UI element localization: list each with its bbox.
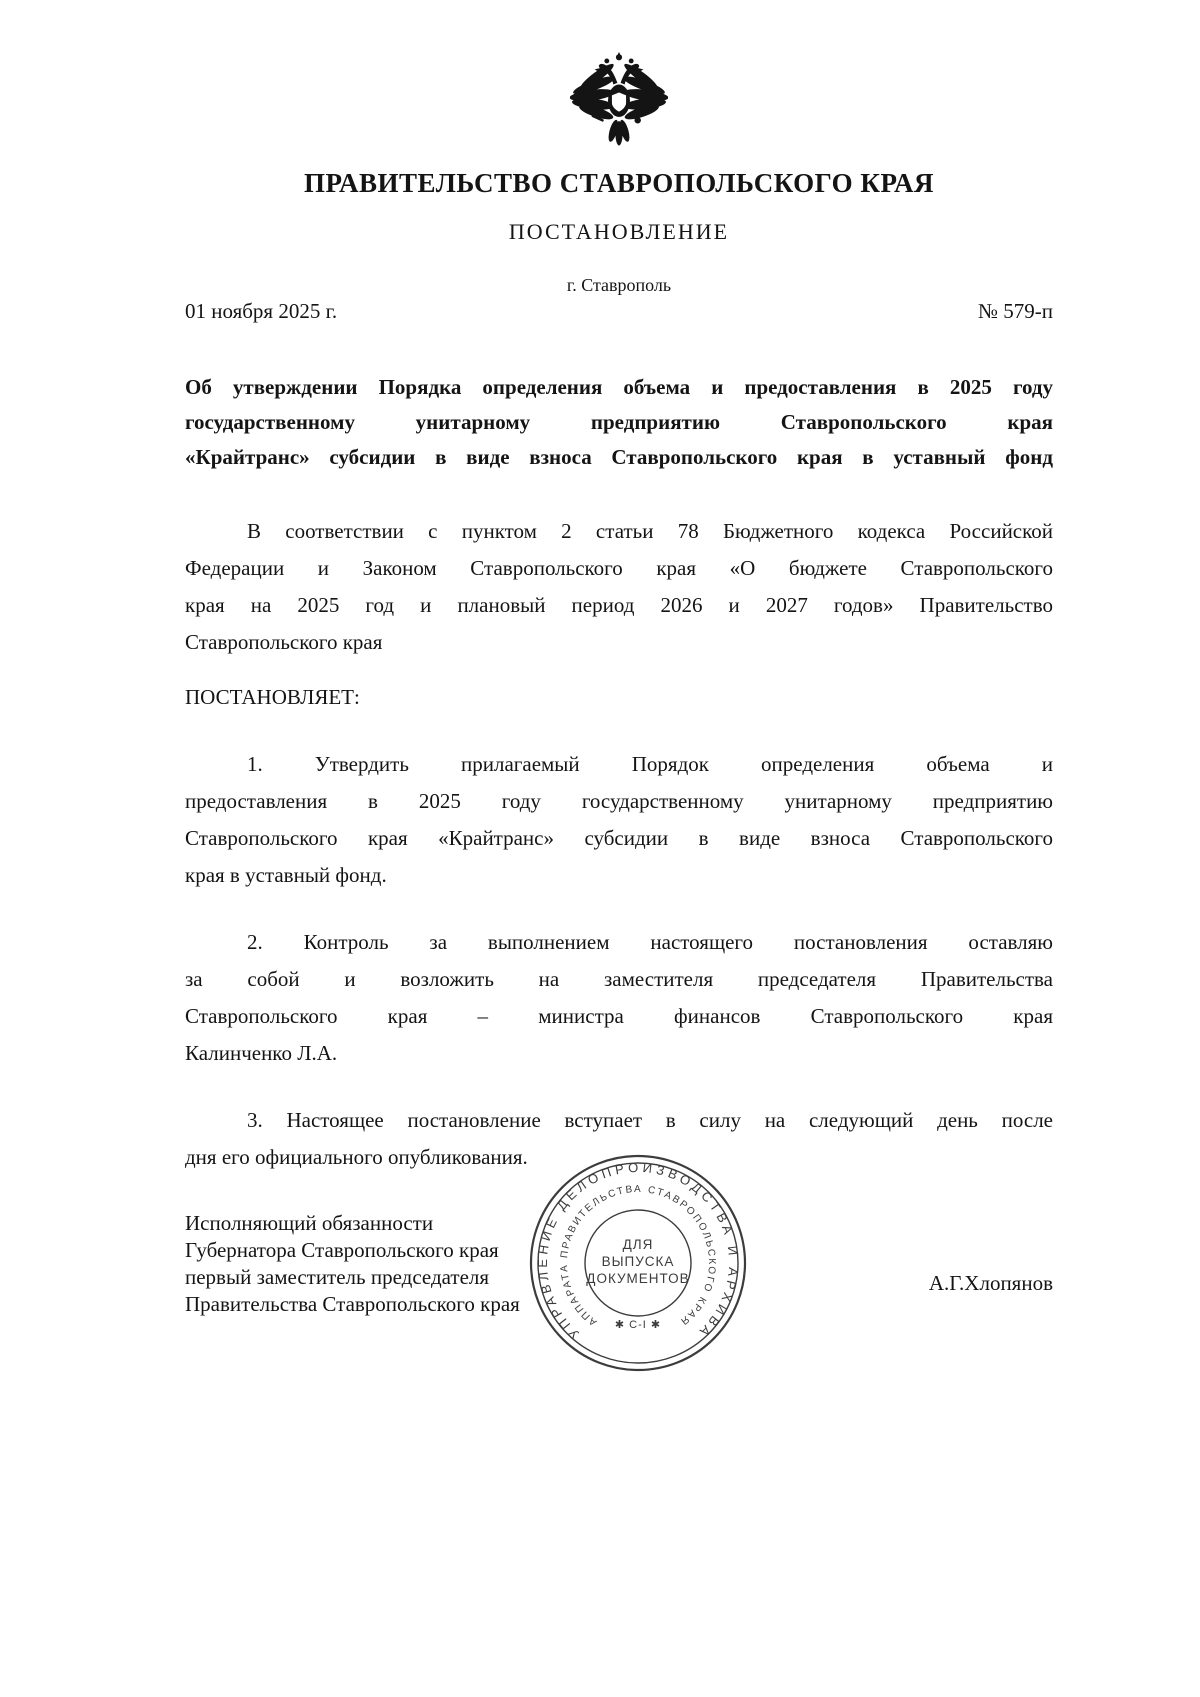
- stamp-icon: [527, 1152, 749, 1374]
- coat-of-arms: [185, 52, 1053, 158]
- item-line: Ставропольского края – министра финансов Ставропольского края: [185, 1004, 1053, 1028]
- item-line: 3. Настоящее постановление вступает в силу на следующий день после: [247, 1108, 1053, 1132]
- preamble-line: края на 2025 год и плановый период 2026 и 2027 годов» Правительство: [185, 593, 1053, 617]
- signature-name: А.Г.Хлопянов: [928, 1271, 1053, 1295]
- signature-position-line: первый заместитель председателя: [185, 1265, 490, 1289]
- item-line: дня его официального опубликования.: [185, 1145, 528, 1169]
- stamp-inner-circle: [585, 1210, 691, 1316]
- item-line: 1. Утвердить прилагаемый Порядок определения объема и: [247, 752, 1053, 776]
- signature-block: [185, 1159, 1053, 1342]
- preamble: [185, 513, 1053, 661]
- city-label: г. Ставрополь: [566, 275, 672, 295]
- item-line: края в уставный фонд.: [185, 863, 387, 887]
- org-name: ПРАВИТЕЛЬСТВО СТАВРОПОЛЬСКОГО КРАЯ: [303, 168, 934, 198]
- stamp-code: ✱ С-I ✱: [614, 1319, 662, 1331]
- stamp-center-line: ВЫПУСКА: [601, 1254, 675, 1269]
- crown-center-icon: [616, 54, 622, 60]
- preamble-line: Федерации и Законом Ставропольского края «О бюджете Ставропольского: [185, 556, 1053, 580]
- stamp-rim-circle: [538, 1163, 738, 1363]
- approval-stamp: [527, 1152, 749, 1374]
- item-line: Калинченко Л.А.: [185, 1041, 338, 1065]
- item-line: 2. Контроль за выполнением настоящего постановления оставляю: [247, 930, 1053, 954]
- preamble-line: В соответствии с пунктом 2 статьи 78 Бюджетного кодекса Российской: [247, 519, 1053, 543]
- resolution-item-1: [185, 746, 1053, 894]
- doc-number: № 579-п: [977, 299, 1053, 323]
- signature-position-line: Правительства Ставропольского края: [185, 1292, 520, 1316]
- subject-block: [185, 370, 1053, 475]
- breast-shield: [611, 92, 626, 113]
- stamp-center-line: ДЛЯ: [622, 1237, 654, 1252]
- subject-line: Об утверждении Порядка определения объема и предоставления в 2025 году: [185, 375, 1053, 399]
- crown-right-icon: [629, 59, 634, 64]
- item-line: за собой и возложить на заместителя председателя Правительства: [185, 967, 1053, 991]
- signature-position: [185, 1210, 520, 1318]
- stamp-center-line: ДОКУМЕНТОВ: [586, 1271, 690, 1286]
- doc-date: 01 ноября 2025 г.: [185, 299, 338, 323]
- eagle-emblem-icon: [570, 52, 668, 156]
- date-number-row: [185, 299, 1053, 324]
- subject-line: государственному унитарному предприятию Ставропольского края: [185, 410, 1053, 434]
- resolution-item-3: [185, 1102, 1053, 1176]
- item-line: предоставления в 2025 году государственному унитарному предприятию: [185, 789, 1053, 813]
- doc-type-label: ПОСТАНОВЛЕНИЕ: [508, 219, 730, 244]
- signature-position-line: Исполняющий обязанности: [185, 1211, 434, 1235]
- resolution-item-2: [185, 924, 1053, 1072]
- preamble-line: Ставропольского края: [185, 630, 383, 654]
- stamp-inner-ring-text: АППАРАТА ПРАВИТЕЛЬСТВА СТАВРОПОЛЬСКОГО КРАЯ: [558, 1183, 718, 1328]
- stamp-outer-ring-text: УПРАВЛЕНИЕ ДЕЛОПРОИЗВОДСТВА И АРХИВА: [534, 1159, 742, 1342]
- item-line: Ставропольского края «Крайтранс» субсидии в виде взноса Ставропольского: [185, 826, 1053, 850]
- crown-left-icon: [604, 59, 609, 64]
- stamp-outer-circle: [531, 1156, 745, 1370]
- signature-position-line: Губернатора Ставропольского края: [185, 1238, 499, 1262]
- subject-line: «Крайтранс» субсидии в виде взноса Ставропольского края в уставный фонд: [185, 445, 1053, 469]
- resolves-label: ПОСТАНОВЛЯЕТ:: [185, 685, 360, 709]
- orb-icon: [634, 117, 641, 124]
